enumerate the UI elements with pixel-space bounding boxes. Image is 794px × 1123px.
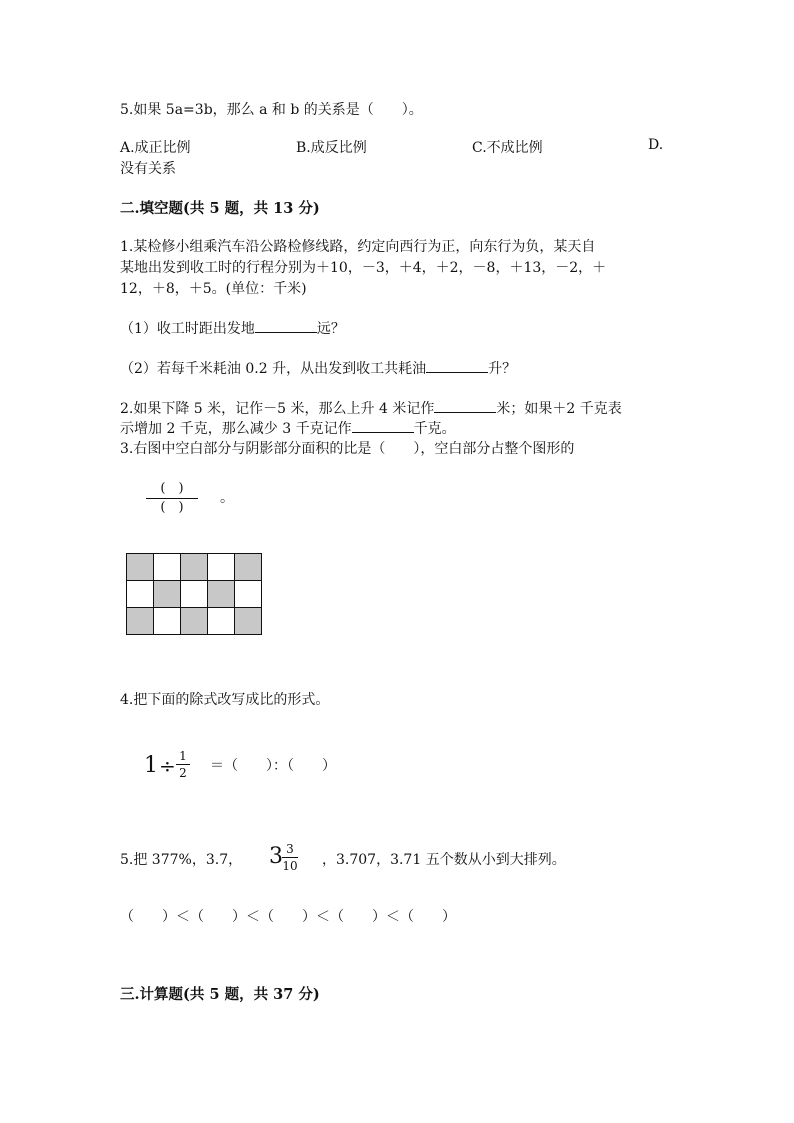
grid-cell-shaded [181,608,208,635]
grid-cell-blank [181,581,208,608]
q5-mixed-num: 3 [286,842,294,856]
q5-option-d-text: 没有关系 [120,161,176,177]
q4-frac-num: 1 [179,749,187,763]
q5-mixed-den: 10 [282,859,298,873]
q4-frac-bar [176,764,190,765]
grid-cell-shaded [127,554,154,581]
grid-row [127,608,262,635]
q3-fraction [146,481,198,516]
q4-frac-den: 2 [179,766,187,780]
q5-option-c: C.不成比例 [472,140,543,156]
q3-frac-numerator[interactable]: ( ) [160,481,184,496]
grid-cell-blank [154,608,181,635]
grid-cell-shaded [208,581,235,608]
grid-cell-shaded [181,554,208,581]
grid-cell-shaded [127,608,154,635]
q3-frac-tail: 。 [220,490,234,506]
q4-whole: 1 [144,753,158,778]
q2-blank1[interactable] [434,398,496,413]
q1-sub2-text: （2）若每千米耗油 0.2 升，从出发到收工共耗油 [120,361,427,377]
q2-line1-suffix: 米；如果＋2 千克表 [496,401,622,417]
q1-sub1-text: （1）收工时距出发地 [120,321,255,337]
q2-line1 [120,398,622,418]
q5-mixed-whole: 3 [269,844,283,869]
q5-text-before: 5.把 377%，3.7， [120,852,243,868]
q5-choice-question: 5.如果 5a=3b，那么 a 和 b 的关系是（ ）。 [120,102,423,118]
q1-sub2-suffix: 升？ [488,361,517,377]
q3-text: 3.右图中空白部分与阴影部分面积的比是（ ），空白部分占整个图形的 [120,441,575,457]
section3-heading: 三.计算题(共 5 题，共 37 分) [120,986,320,1003]
q1-sub2-blank[interactable] [426,358,488,373]
q5-option-a: A.成正比例 [120,140,191,156]
grid-cell-blank [127,581,154,608]
grid-row [127,581,262,608]
q5-mixed-bar [282,857,298,858]
q4-text: 4.把下面的除式改写成比的形式。 [120,692,330,708]
q1-line2: 某地出发到收工时的行程分别为＋10，－3，＋4，＋2，－8，＋13，－2，＋ [120,260,607,276]
q4-ratio-answer: ＝（ ）：（ ） [210,758,336,774]
grid-cell-blank [235,581,262,608]
q2-line2-suffix: 千克。 [413,421,456,437]
q3-figure-grid [126,553,262,635]
q5-option-d: D. [648,137,664,153]
grid-cell-blank [208,608,235,635]
q5-text-after: ，3.707，3.71 五个数从小到大排列。 [322,852,566,868]
grid-row [127,554,262,581]
grid-cell-shaded [235,608,262,635]
grid-cell-blank [208,554,235,581]
q1-sub1 [120,318,345,338]
q2-line2 [120,418,456,438]
q2-line1-text: 2.如果下降 5 米，记作－5 米，那么上升 4 米记作 [120,401,435,417]
q1-sub1-blank[interactable] [255,318,317,333]
q2-blank2[interactable] [352,418,414,433]
grid-cell-blank [154,554,181,581]
q5-answer-row[interactable]: （ ）＜（ ）＜（ ）＜（ ）＜（ ） [120,909,456,925]
q2-line2-text: 示增加 2 千克，那么减少 3 千克记作 [120,421,352,437]
q4-divide-sign: ÷ [159,754,176,778]
section2-heading: 二.填空题(共 5 题，共 13 分) [120,200,320,217]
q5-mixed-fraction [282,842,298,873]
grid-cell-shaded [154,581,181,608]
q1-sub1-suffix: 远？ [316,321,345,337]
q1-line3: 12，＋8，＋5。(单位：千米) [120,281,307,297]
q1-line1: 1.某检修小组乘汽车沿公路检修线路，约定向西行为正，向东行为负，某天自 [120,239,596,255]
grid-cell-shaded [235,554,262,581]
q3-frac-denominator[interactable]: ( ) [160,500,184,515]
q1-sub2 [120,358,516,378]
q4-fraction [176,749,190,780]
q5-option-b: B.成反比例 [296,140,367,156]
q3-frac-bar [146,498,198,499]
